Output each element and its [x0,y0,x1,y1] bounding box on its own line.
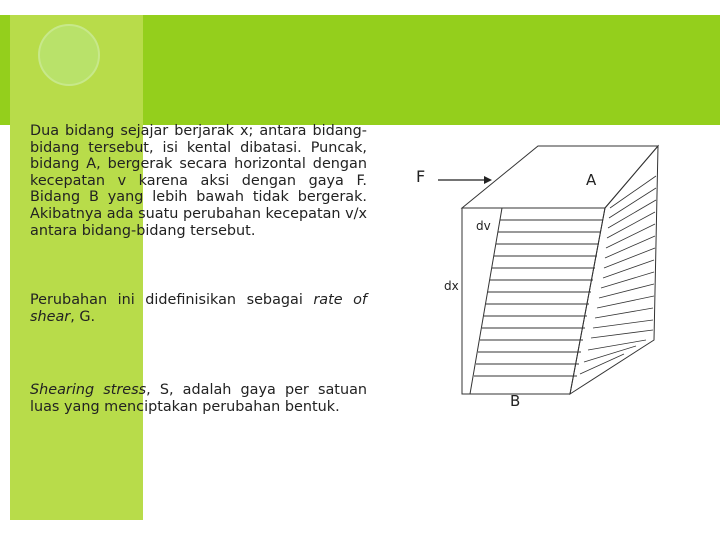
decorative-circle [38,24,100,86]
plane-b-label: B [510,392,521,410]
paragraph-2-text: Perubahan ini didefinisikan sebagai [30,292,314,309]
paragraph-1-text: Dua bidang sejajar berjarak x; antara bidang-bidang tersebut, isi kental dibatasi. Puncak, bidang A, bergerak secara horizontal dengan kecepatan v karena aksi dengan gaya F. Bidang B yang lebih bawah tidak bergerak. Akibatnya ada suatu perubahan kecepatan v/x antara bidang-bidang tersebut. [30,123,367,239]
shearing-stress-term: Shearing stress [30,382,147,399]
fluid-layers [474,220,603,376]
paragraph-2-tail: , G. [70,308,96,325]
paragraph-rate-of-shear [30,292,367,325]
paragraph-shearing-stress [30,382,367,415]
force-label: F [416,167,426,186]
dv-label: dv [476,219,491,233]
paragraph-3-text: , S, adalah gaya per satuan luas yang menciptakan perubahan bentuk. [30,382,368,415]
rate-of-shear-term: rate of shear [30,292,367,325]
dimension-markers [462,208,502,394]
force-arrowhead [484,176,492,184]
content-text [30,123,367,416]
shear-diagram [410,140,680,420]
plane-a-label: A [586,171,597,189]
side-hatching [580,176,656,374]
sheared-block [462,146,658,394]
dx-label: dx [444,279,459,293]
paragraph-definition [30,123,367,239]
